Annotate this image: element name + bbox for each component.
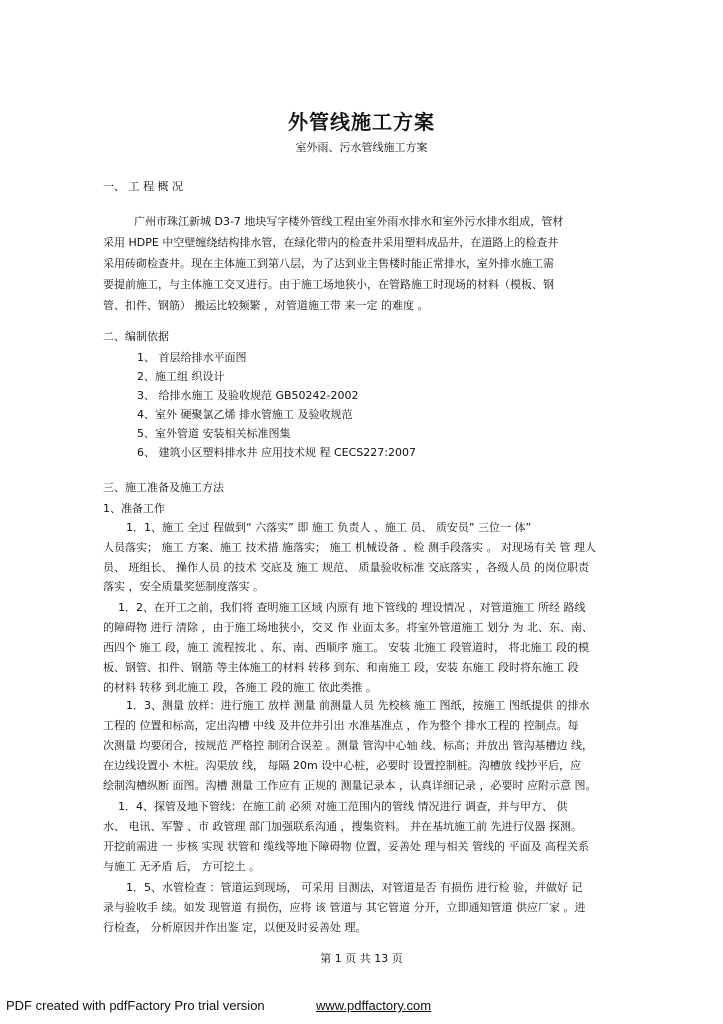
pdf-trial-notice: PDF created with pdfFactory Pro trial version — [6, 998, 265, 1013]
subsection-1-heading: 1、准备工作 — [103, 502, 165, 515]
basis-item: 4、室外 硬聚氯乙烯 排水管施工 及验收规范 — [137, 408, 353, 421]
page-footer: 第 1 页 共 13 页 — [320, 952, 403, 965]
paragraph-1-5-line: 行检查， 分析原因并作出鉴 定，以便及时妥善处 理。 — [103, 921, 367, 934]
basis-item: 2、施工组 织设计 — [137, 370, 225, 383]
paragraph-1-3-line: 次测量 均要闭合，按规范 严格控 制闭合误差 。测量 管沟中心轴 线、标高；并放出 管沟基槽边 线， — [103, 739, 593, 752]
overview-line: 要提前施工，与主体施工交叉进行。由于施工场地狭小，在管路施工时现场的材料（模板、钢 — [103, 278, 554, 291]
paragraph-1-1-line: 人员落实； 施工 方案、施工 技术措 施落实； 施工 机械设备 、检 测手段落实 。 对现场有关 管 理人 — [103, 541, 596, 554]
overview-line: 采用 HDPE 中空壁缠绕结构排水管，在绿化带内的检查井采用塑料成品井，在道路上的检查井 — [103, 236, 559, 249]
paragraph-1-2-line: 西四个 施工 段，施工 流程按北 、东、南、西顺序 施工。 安装 北施工 段管道时， 将北施工 段的模 — [103, 641, 589, 654]
paragraph-1-1-line: 员、 班组长、 操作人员 的技术 交底及 施工 规范、 质量验收标准 交底落实 ，各级人员 的岗位职责 — [103, 561, 589, 574]
paragraph-1-4-line: 开挖前需进 一 步核 实现 状管和 缆线等地下障碍物 位置，妥善处 理与相关 管线的 平面及 高程关系 — [103, 840, 589, 853]
paragraph-1-4-line: 水、 电讯、军警 、市 政管理 部门加强联系沟通 ，搜集资料。 并在基坑施工前 先进行仪器 探测。 — [103, 820, 582, 833]
document-subtitle: 室外雨、污水管线施工方案 — [295, 141, 428, 154]
paragraph-1-4-line: 与施工 无矛盾 后， 方可挖土 。 — [103, 860, 260, 873]
paragraph-1-2-line: 的障碍物 进行 清除 ，由于施工场地狭小，交叉 作 业面太多。将室外管道施工 划分 为 北、东、南、 — [103, 621, 593, 634]
basis-item: 3、 给排水施工 及验收规范 GB50242-2002 — [137, 389, 359, 402]
paragraph-1-1-line: 落实 ，安全质量奖惩制度落实 。 — [103, 580, 264, 593]
paragraph-1-3-line: 在边线设置小 木桩。沟渠放 线， 每隔 20m 设中心桩，必要时 设置控制桩。沟槽放 线抄平后，应 — [103, 759, 582, 772]
paragraph-1-3-line: 工程的 位置和标高，定出沟槽 中线 及井位并引出 水准基准点 ，作为整个 排水工程的 控制点。每 — [103, 719, 579, 732]
paragraph-1-3-line: 绘制沟槽纵断 面图。沟槽 测量 工作应有 正规的 测量记录本 ，认真详细记录 ，必要时 应附示意 图。 — [103, 779, 597, 792]
section-1-heading: 一、 工 程 概 况 — [103, 180, 183, 193]
basis-item: 6、 建筑小区塑料排水井 应用技术规 程 CECS227:2007 — [137, 446, 416, 459]
paragraph-1-3-line: 1．3、测量 放样：进行施工 放样 测量 前测量人员 先校核 施工 图纸，按施工 图纸提供 的排水 — [126, 699, 590, 712]
section-3-heading: 三、施工准备及施工方法 — [103, 481, 224, 494]
paragraph-1-1-line: 1．1、施工 全过 程做到“ 六落实” 即 施工 负责人 、施工 员、 质安员” 三位一 体” — [126, 521, 532, 534]
pdffactory-link[interactable]: www.pdffactory.com — [316, 998, 432, 1013]
paragraph-1-2-line: 1．2、在开工之前，我们将 查明施工区域 内原有 地下管线的 埋设情况 ，对管道施工 所经 路线 — [118, 601, 586, 614]
paragraph-1-4-line: 1．4、探管及地下管线：在施工前 必须 对施工范围内的管线 情况进行 调查，并与甲方、 供 — [118, 800, 568, 813]
paragraph-1-2-line: 的材料 转移 到北施工 段，各施工 段的施工 依此类推 。 — [103, 681, 377, 694]
paragraph-1-2-line: 板、钢管、扣件、钢筋 等主体施工的材料 转移 到东、和南施工 段，安装 东施工 段时将东施工 段 — [103, 661, 579, 674]
overview-line: 管、扣件、钢筋） 搬运比较频繁 ，对管道施工带 来一定 的难度 。 — [103, 299, 429, 312]
overview-line: 采用砖砌检查井。现在主体施工到第八层，为了达到业主售楼时能正常排水，室外排水施工需 — [103, 257, 554, 270]
section-2-heading: 二、编制依据 — [103, 330, 169, 343]
overview-line: 广州市珠江新城 D3-7 地块写字楼外管线工程由室外雨水排水和室外污水排水组成，管材 — [134, 215, 564, 228]
document-title: 外管线施工方案 — [288, 110, 435, 134]
basis-item: 5、室外管道 安装相关标准图集 — [137, 427, 291, 440]
basis-item: 1、 首层给排水平面图 — [137, 351, 247, 364]
paragraph-1-5-line: 录与验收手 续。如发 现管道 有损伤，应将 该 管道与 其它管道 分开，立即通知管道 供应厂家 。进 — [103, 901, 586, 914]
paragraph-1-5-line: 1．5、水管检查 ：管道运到现场， 可采用 目测法，对管道是否 有损伤 进行检 验，并做好 记 — [126, 881, 583, 894]
